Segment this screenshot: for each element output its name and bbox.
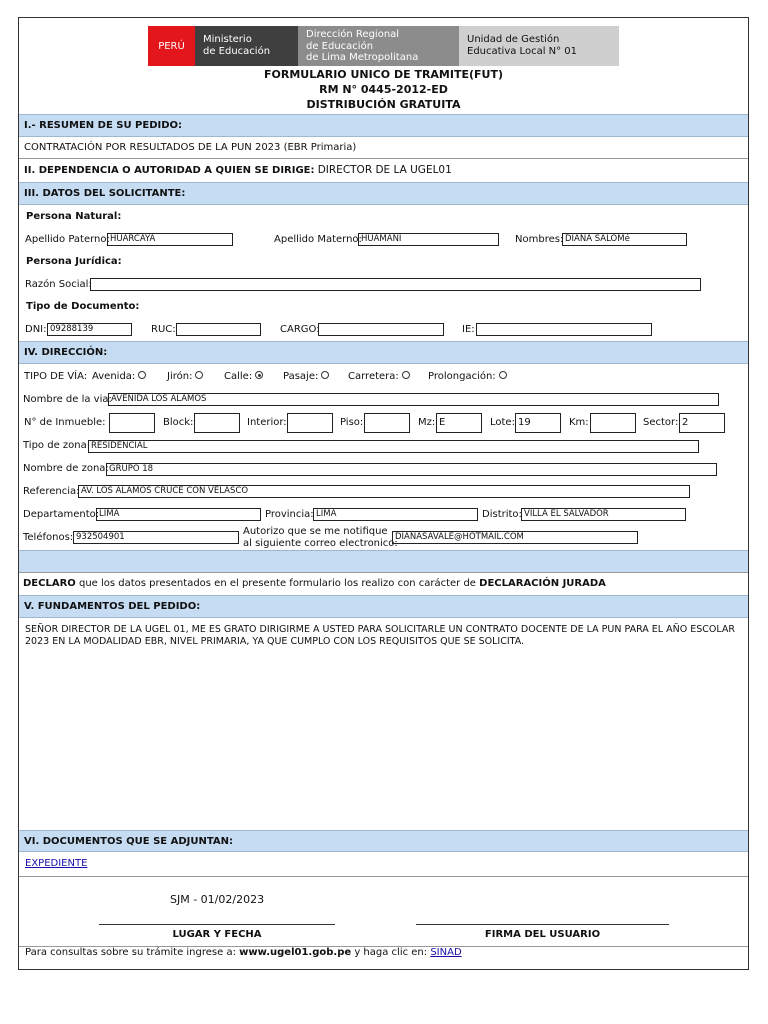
sinad-link[interactable]: SINAD <box>430 947 462 958</box>
ugel-logo: Unidad de Gestión Educativa Local N° 01 <box>459 26 619 66</box>
section-6-heading: VI. DOCUMENTOS QUE SE ADJUNTAN: <box>19 830 748 852</box>
lote-label: Lote: <box>490 417 515 428</box>
cargo-label: CARGO: <box>280 324 320 335</box>
radio-icon[interactable] <box>402 371 410 379</box>
lugar-fecha-label: LUGAR Y FECHA <box>172 929 262 940</box>
fundamentos-text: SEÑOR DIRECTOR DE LA UGEL 01, ME ES GRATO DIRIGIRME A USTED PARA SOLICITARLE UN CONTRATO DOCENTE DE LA PUN PARA EL AÑO ESCOLAR 2023 EN LA MODALIDAD EBR, NIVEL PRIMARIA, YA QUE CUMPLO CON LOS REQUISITOS QUE SE SOLICITA. <box>25 624 735 647</box>
razon-social-label: Razón Social: <box>25 279 92 290</box>
apellido-paterno-label: Apellido Paterno: <box>25 234 110 245</box>
referencia-label: Referencia: <box>23 486 80 497</box>
persona-natural-label: Persona Natural: <box>26 211 122 222</box>
divider <box>19 876 748 877</box>
apellido-materno-field[interactable]: HUAMANI <box>358 233 499 246</box>
dni-label: DNI: <box>25 324 47 335</box>
ie-field[interactable] <box>476 323 652 336</box>
lugar-fecha-line <box>99 924 335 925</box>
form-rm: RM N° 0445-2012-ED <box>319 83 448 96</box>
apellido-paterno-field[interactable]: HUARCAYA <box>107 233 233 246</box>
blank-band <box>19 550 748 572</box>
piso-label: Piso: <box>340 417 364 428</box>
firma-label: FIRMA DEL USUARIO <box>484 929 601 940</box>
consulta-line: Para consultas sobre su trámite ingrese a: www.ugel01.gob.pe y haga clic en: SINAD <box>25 947 462 958</box>
via-option-prolongacion[interactable]: Prolongación: <box>428 371 507 382</box>
radio-icon[interactable] <box>138 371 146 379</box>
ie-label: IE: <box>462 324 475 335</box>
section-5-heading: V. FUNDAMENTOS DEL PEDIDO: <box>19 595 748 618</box>
ministerio-logo: Ministerio de Educación <box>195 26 298 66</box>
nombre-via-field[interactable]: AVENIDA LOS ÁLAMOS <box>108 393 719 406</box>
departamento-label: Departamento: <box>23 509 100 520</box>
tipo-zona-label: Tipo de zona: <box>23 440 91 451</box>
form-title: FORMULARIO UNICO DE TRAMITE(FUT) <box>264 68 503 81</box>
direccion-regional-logo: Dirección Regional de Educación de Lima Metropolitana <box>298 26 459 66</box>
km-label: Km: <box>569 417 589 428</box>
tipo-via-label: TIPO DE VÍA: <box>24 371 88 382</box>
expediente-link[interactable]: EXPEDIENTE <box>25 858 88 869</box>
via-option-pasaje[interactable]: Pasaje: <box>283 371 329 382</box>
inmueble-label: N° de Inmueble: <box>24 417 106 428</box>
mz-label: Mz: <box>418 417 436 428</box>
persona-juridica-label: Persona Jurídica: <box>26 256 122 267</box>
distrito-label: Distrito: <box>482 509 522 520</box>
nombre-zona-label: Nombre de zona: <box>23 463 109 474</box>
apellido-materno-label: Apellido Materno: <box>274 234 362 245</box>
distrito-field[interactable]: VILLA EL SALVADOR <box>521 508 686 521</box>
section-3-heading: III. DATOS DEL SOLICITANTE: <box>19 182 748 205</box>
summary-text: CONTRATACIÓN POR RESULTADOS DE LA PUN 2023 (EBR Primaria) <box>24 142 357 153</box>
mz-field[interactable]: E <box>436 413 482 433</box>
lugar-fecha-value: SJM - 01/02/2023 <box>170 893 265 906</box>
telefonos-label: Teléfonos: <box>23 532 74 543</box>
section-4-heading: IV. DIRECCIÓN: <box>19 341 748 364</box>
nombre-via-label: Nombre de la via: <box>23 394 112 405</box>
via-option-avenida[interactable]: Avenida: <box>92 371 146 382</box>
ruc-field[interactable] <box>176 323 261 336</box>
provincia-label: Provincia: <box>265 509 314 520</box>
nombre-zona-field[interactable]: GRUPO 18 <box>106 463 717 476</box>
ruc-label: RUC: <box>151 324 176 335</box>
correo-field[interactable]: DIANASAVALE@HOTMAIL.COM <box>392 531 638 544</box>
radio-selected-icon[interactable] <box>255 371 263 379</box>
referencia-field[interactable]: AV. LOS ÁLAMOS CRUCE CON VELASCO <box>78 485 690 498</box>
via-option-carretera[interactable]: Carretera: <box>348 371 410 382</box>
tipo-zona-field[interactable]: RESIDENCIAL <box>88 440 699 453</box>
km-field[interactable] <box>590 413 636 433</box>
razon-social-field[interactable] <box>90 278 701 291</box>
radio-icon[interactable] <box>195 371 203 379</box>
radio-icon[interactable] <box>499 371 507 379</box>
nombres-label: Nombres: <box>515 234 564 245</box>
dependencia-line: II. DEPENDENCIA O AUTORIDAD A QUIEN SE DIRIGE: DIRECTOR DE LA UGEL01 <box>24 164 452 176</box>
provincia-field[interactable]: LIMA <box>313 508 478 521</box>
divider <box>19 158 748 159</box>
section-1-heading: I.- RESUMEN DE SU PEDIDO: <box>19 114 748 137</box>
block-field[interactable] <box>194 413 240 433</box>
sector-label: Sector: <box>643 417 679 428</box>
autorizo-label: Autorizo que se me notifique al siguiente correo electronico: <box>243 526 398 549</box>
firma-line <box>416 924 669 925</box>
lote-field[interactable]: 19 <box>515 413 561 433</box>
peru-logo: PERÚ <box>148 26 195 66</box>
nombres-field[interactable]: DIANA SALOMé <box>562 233 687 246</box>
interior-field[interactable] <box>287 413 333 433</box>
piso-field[interactable] <box>364 413 410 433</box>
dni-field[interactable]: 09288139 <box>47 323 132 336</box>
inmueble-field[interactable] <box>109 413 155 433</box>
block-label: Block: <box>163 417 194 428</box>
tipo-documento-label: Tipo de Documento: <box>26 301 140 312</box>
via-option-calle[interactable]: Calle: <box>224 371 263 382</box>
divider <box>19 572 748 573</box>
telefonos-field[interactable]: 932504901 <box>73 531 239 544</box>
sector-field[interactable]: 2 <box>679 413 725 433</box>
radio-icon[interactable] <box>321 371 329 379</box>
form-distribution: DISTRIBUCIÓN GRATUITA <box>306 98 461 111</box>
via-option-jiron[interactable]: Jirón: <box>167 371 203 382</box>
interior-label: Interior: <box>247 417 287 428</box>
cargo-field[interactable] <box>318 323 444 336</box>
declaro-statement: DECLARO que los datos presentados en el presente formulario los realizo con carácter de DECLARACIÓN JURADA <box>23 578 606 589</box>
departamento-field[interactable]: LIMA <box>96 508 261 521</box>
